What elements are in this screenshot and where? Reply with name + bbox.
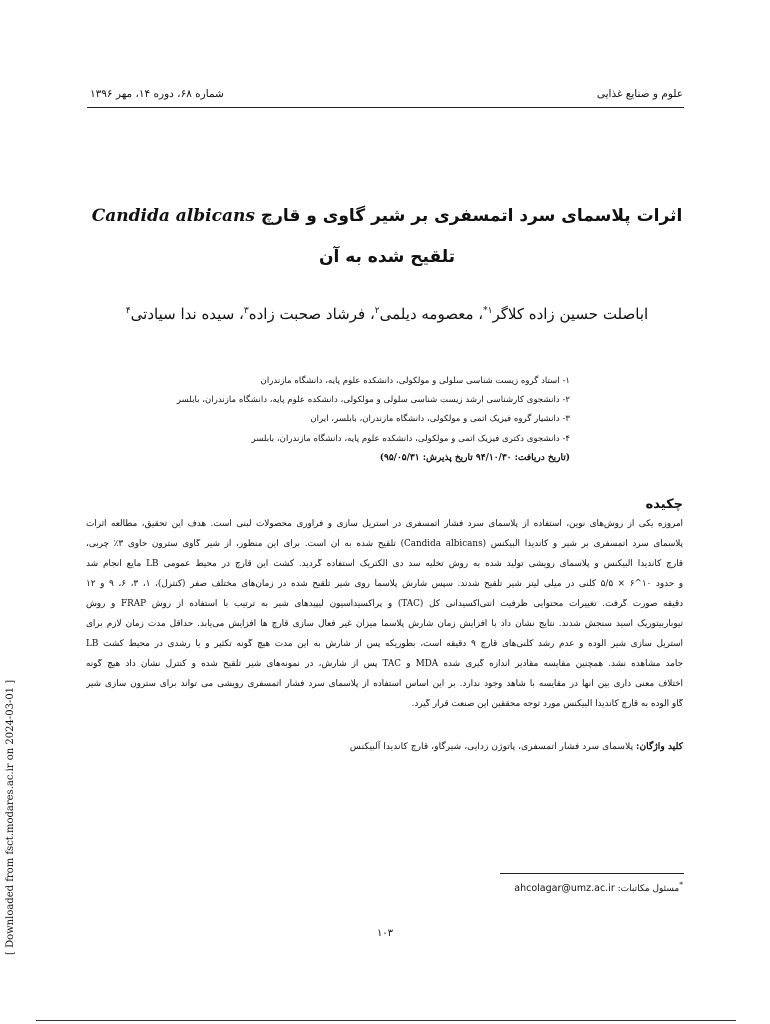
abstract-line: جامد مشاهده نشد. همچنین مقایسه مقادیر اندازه گیری شده MDA و TAC پس از شارش، در نمونه‌های شیر تلقیح شده و کنترل نشان داد هیچ گونه xyxy=(86,659,683,669)
corresponding-label: مسئول مکاتبات: xyxy=(617,884,680,894)
header-rule xyxy=(87,107,684,108)
abstract-line: تیوباربیتوریک اسید سنجش شدند. نتایج نشان داد با افزایش زمان شارش پلاسما میزان غیر فعال سازی قارچ ها افزایش می‌یابد. حداقل مدت زمان لازم برای xyxy=(86,619,683,629)
paper-title-line2: تلقیح شده به آن xyxy=(318,247,456,267)
affiliation-2: ۲- دانشجوی کارشناسی ارشد زیست شناسی سلولی و مولکولی، دانشکده علوم پایه، دانشگاه مازندران، بابلسر xyxy=(176,395,570,405)
journal-name: علوم و صنایع غذایی xyxy=(596,88,683,100)
abstract-line: قارچ کاندیدا آلبیکنس و پلاسمای رویشی تولید شده به روش تخلیه سد دی الکتریک استفاده گردید. کشت این قارچ در محیط عمومی LB مایع انجام شد xyxy=(86,559,683,569)
abstract-line: استریل سازی شیر آلوده و عدم رشد کلنی‌های قارچ ۹ دقیقه است، بطوریکه پس از شارش به این مدت هیچ گونه تکثیر و یا رشدی در محیط کشت LB xyxy=(86,639,683,649)
author-name: اباصلت حسین زاده کلاگر xyxy=(492,305,649,323)
abstract-line: پلاسمای سرد اتمسفری بر شیر و کاندیدا آلبیکنس (Candida albicans) تلقیح شده به آن است. برای این منظور، از شیر گاوی سترون حاوی ۳٪ چربی، xyxy=(86,539,683,549)
title-latin-species: Candida albicans xyxy=(91,206,255,226)
author-sup: ۴ xyxy=(125,306,131,316)
affiliation-4: ۴- دانشجوی دکتری فیزیک اتمی و مولکولی، دانشکده علوم پایه، دانشگاه مازندران، بابلسر xyxy=(251,434,570,444)
download-watermark: [ Downloaded from fsct.modares.ac.ir on 2024-03-01 ] xyxy=(5,679,16,955)
abstract-line: و حدود ۱۰^۶ × ۵/۵ کلنی در میلی لیتر شیر تلقیح شدند. سپس شارش پلاسما روی شیر تلقیح شده در زمان‌های مختلف صفر (کنترل)، ۱، ۳، ۶، ۹ و ۱۲ xyxy=(86,579,683,589)
corresponding-email[interactable]: ahcolagar@umz.ac.ir xyxy=(514,883,615,894)
author-name: سیده ندا سیادتی xyxy=(130,305,235,323)
keywords-label: کلید واژگان: xyxy=(636,741,683,752)
abstract-line: امروزه یکی از روش‌های نوین، استفاده از پلاسمای سرد فشار اتمسفری در استریل سازی و فرآوری محصولات لبنی است. هدف این تحقیق، مطالعه اثرات xyxy=(86,519,683,529)
corresponding-author-note xyxy=(514,880,683,894)
received-accepted-dates: (تاریخ دریافت: ۹۴/۱۰/۳۰ تاریخ پذیرش: ۹۵/۰۵/۳۱) xyxy=(379,453,570,463)
abstract-line: اختلاف معنی داری بین آنها در مقایسه با شاهد وجود ندارد. بر این اساس استفاده از پلاسمای سرد فشار اتمسفری رویشی می تواند برای سترون سازی شیر xyxy=(86,679,683,689)
author-name: معصومه دیلمی xyxy=(379,305,474,323)
abstract-line: دقیقه صورت گرفت. تغییرات محتوایی ظرفیت آنتی‌اکسیدانی کل (TAC) و پراکسیداسیون لیپیدهای شیر به ترتیب با استفاده از روش FRAP و روش xyxy=(86,599,683,609)
page-number: ۱۰۳ xyxy=(376,928,394,939)
affiliation-3: ۳- دانشیار گروه فیزیک اتمی و مولکولی، دانشگاه مازندران، بابلسر، ایران xyxy=(310,414,570,424)
footnote-rule xyxy=(500,873,684,874)
author-sup: ۱* xyxy=(483,306,493,316)
keywords xyxy=(350,741,683,752)
bottom-rule xyxy=(36,1020,736,1021)
author-name: فرشاد صحبت زاده xyxy=(248,305,366,323)
author-sup: ۲ xyxy=(374,306,380,316)
title-persian: اثرات پلاسمای سرد اتمسفری بر شیر گاوی و قارچ xyxy=(260,206,683,226)
abstract-line: گاو آلوده به قارچ کاندیدا آلبیکنس مورد توجه محققین این صنعت قرار گیرد. xyxy=(411,699,683,709)
keywords-text: پلاسمای سرد فشار اتمسفری، پاتوژن زدایی، شیرگاو، قارچ کاندیدا آلبیکنس xyxy=(349,741,634,752)
paper-title-line1 xyxy=(90,206,684,226)
author-list: اباصلت حسین زاده کلاگر$^{۱*}$، معصومه دیلمی$^۲$، فرشاد صحبت زاده$^۳$، سیده ندا سیادتی$^۴$ xyxy=(125,305,649,323)
abstract-heading: چکیده xyxy=(645,497,683,512)
issue-info: شماره ۶۸، دوره ۱۴، مهر ۱۳۹۶ xyxy=(90,88,224,100)
affiliation-1: ۱- استاد گروه زیست شناسی سلولی و مولکولی، دانشکده علوم پایه، دانشگاه مازندران xyxy=(260,376,570,386)
author-sup: ۳ xyxy=(243,306,249,316)
footnote-star: * xyxy=(679,880,683,889)
